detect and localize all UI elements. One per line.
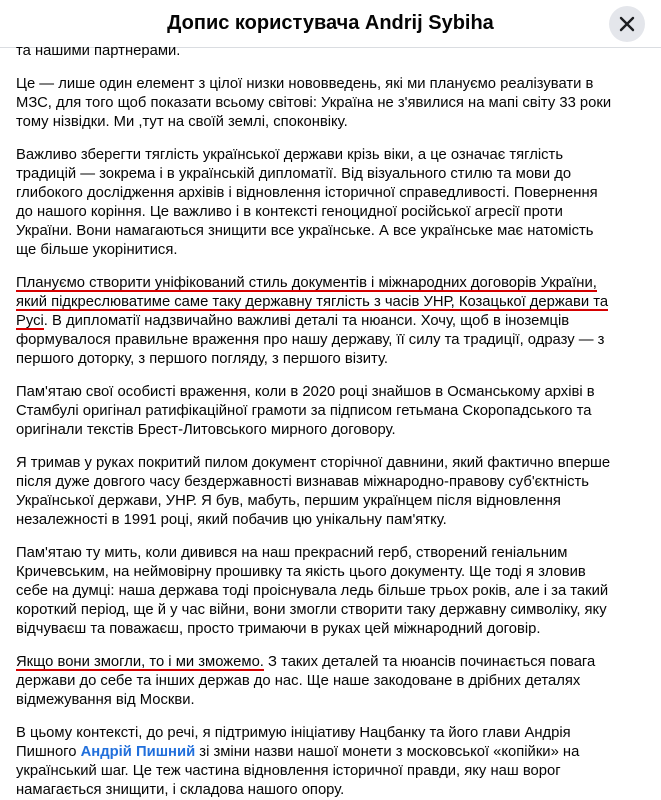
paragraph <box>16 653 616 710</box>
paragraph: Я тримав у руках покритий пилом документ сторічної давнини, який фактично вперше після дуже довгого часу бездержавності визнавав міжнародно-правову суб'єктність Української держави, УНР. Я був, мабуть, першим українцем після відновлення незалежності в 1991 році, який побачив цю унікальну пам'ятку. <box>16 455 611 528</box>
paragraph-text: зі зміни назви нашої монети з московської «копійки» на український шаг. Це теж частина відновлення історичної правди, яку наш ворог намагається знищити, і складова нашого опору. <box>16 744 580 798</box>
paragraph: Пам'ятаю ту мить, коли дивився на наш прекрасний герб, створений геніальним Кричевським, на неймовірну прошивку та якість цього документу. Ще тоді я зловив себе на думці: наша держава тоді проіснувала ледь більше трьох років, але і за такий короткий період, ще й у час війни, вони змогли створити таку державну символіку, яку відчуваєш та поважаєш, просто тримаючи в руках цей міжнародний договір. <box>16 545 609 637</box>
paragraph-text: З таких деталей та нюансів починається повага держави до себе та інших держав до нас. Ще наше закодоване в дрібних деталях відмежування від Москви. <box>16 654 596 708</box>
post-body[interactable] <box>0 43 646 798</box>
paragraph: Пам'ятаю свої особисті враження, коли в 2020 році знайшов в Османському архіві в Стамбулі оригінал ратифікаційної грамоти за підписом гетьмана Скоропадського та оригінали текстів Брест-Литовського мирного договору. <box>16 384 595 438</box>
dialog-title: Допис користувача Andrij Sybiha <box>167 12 494 34</box>
close-button[interactable] <box>609 6 645 42</box>
scrollbar[interactable] <box>651 52 659 712</box>
paragraph-text: В цьому контексті, до речі, я підтримую ініціативу Нацбанку та його глави Андрія Пишного <box>16 725 571 760</box>
paragraph: Важливо зберегти тяглість української держави крізь віки, а це означає тяглість традицій — зокрема і в українській дипломатії. Від візуального стилю та мови до глибокого дослідження архівів і відновлення історичної справедливості. Повернення до нашого коріння. Це важливо і в контексті геноцидної російської агресії проти України. Вони намагаються знищити все українське. А все українське має натомість ще більше укорінитися. <box>16 147 598 258</box>
highlighted-text: Якщо вони змогли, то і ми зможемо. <box>16 654 264 670</box>
paragraph: та нашими партнерами. <box>16 43 181 59</box>
dialog-header <box>0 0 661 48</box>
paragraph <box>16 724 616 800</box>
mention-link[interactable]: Андрій Пишний <box>80 744 196 760</box>
paragraph <box>16 274 616 369</box>
paragraph: Це — лише один елемент з цілої низки нововведень, які ми плануємо реалізувати в МЗС, для того щоб показати всьому світові: Україна не з'явилися на мапі світу 33 роки тому нізвідки. Ми ,тут на своїй землі, споконвіку. <box>16 76 612 130</box>
highlighted-text: Плануємо створити уніфікований стиль документів і міжнародних договорів України, який підкреслюватиме саме таку державну тяглість з часів УНР, Козацької держави та Русі <box>16 275 609 329</box>
close-icon <box>619 16 635 32</box>
paragraph-text: . В дипломатії надзвичайно важливі деталі та нюанси. Хочу, щоб в іноземців формувалося правильне враження про нашу державу, її силу та традиції, одразу — з першого доторку, з першого погляду, з першого візиту. <box>16 313 605 367</box>
